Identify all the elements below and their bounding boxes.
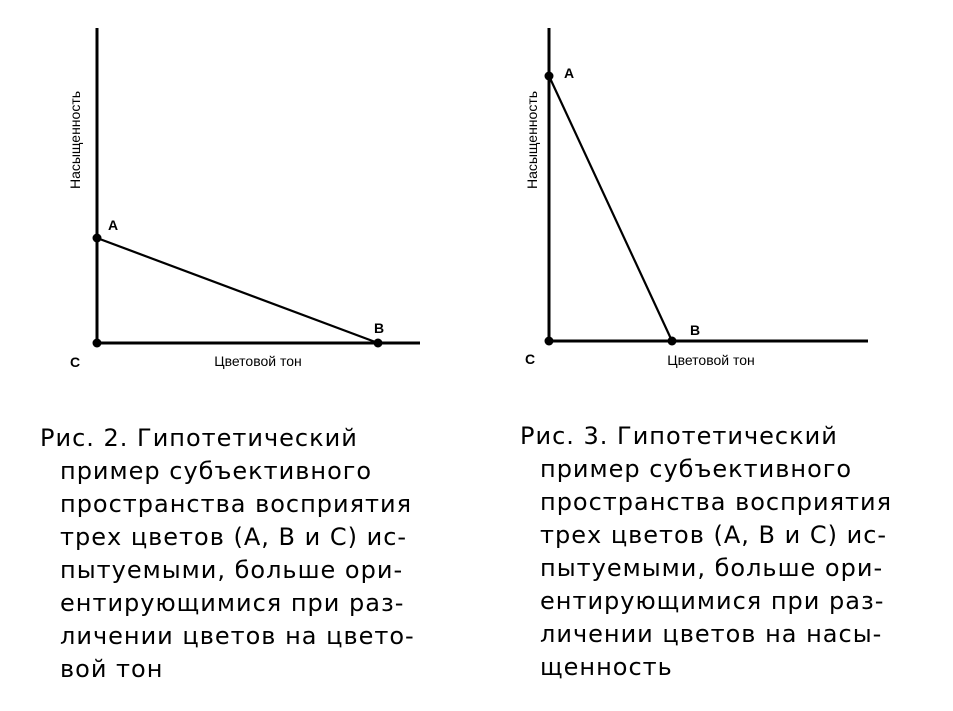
fig3-caption-line: пространства восприятия [540,488,893,516]
fig3-caption-line: ентирующимися при раз- [540,587,885,615]
fig2-y-axis-label: Насыщенность [67,90,83,190]
fig2-point-c [93,339,102,348]
fig3-label-c: C [525,351,536,367]
fig3-caption-line: пример субъективного [540,455,853,483]
fig2-caption-line: ентирующимися при раз- [60,589,405,617]
fig2-label-a: A [108,217,119,233]
fig2-caption-line: трех цветов (A, B и C) ис- [60,523,408,551]
fig2-line-a-b [97,238,378,343]
fig2-caption-line: пример субъективного [60,457,373,485]
fig3-label-b: B [690,322,701,338]
fig3-caption [520,420,892,684]
fig3-caption-line: трех цветов (A, B и C) ис- [540,521,888,549]
fig3-caption-line: щенность [540,653,673,681]
fig2-point-b [374,339,383,348]
fig2-caption-line: пытуемыми, больше ори- [60,556,404,584]
fig3-point-a [545,72,554,81]
fig2-caption-line: пространства восприятия [60,490,413,518]
fig3-point-b [668,337,677,346]
fig2-caption-line: вой тон [60,655,164,683]
fig3-y-axis-label: Насыщенность [524,90,540,190]
fig3-x-axis-label: Цветовой тон [667,352,755,368]
fig2-x-axis-label: Цветовой тон [214,353,302,369]
fig3-caption-line: Рис. 3. Гипотетический [520,422,838,450]
fig2-caption [40,422,415,686]
fig3-caption-line: личении цветов на насы- [540,620,883,648]
fig2-label-c: C [70,354,81,370]
fig3-label-a: A [564,65,575,81]
figure-2 [67,28,420,370]
fig2-label-b: B [374,320,385,336]
fig2-point-a [93,234,102,243]
fig3-line-a-b [549,76,672,341]
fig3-caption-line: пытуемыми, больше ори- [540,554,884,582]
figure-3 [524,28,868,368]
fig2-caption-line: Рис. 2. Гипотетический [40,424,358,452]
fig2-caption-line: личении цветов на цвето- [60,622,415,650]
fig3-point-c [545,337,554,346]
